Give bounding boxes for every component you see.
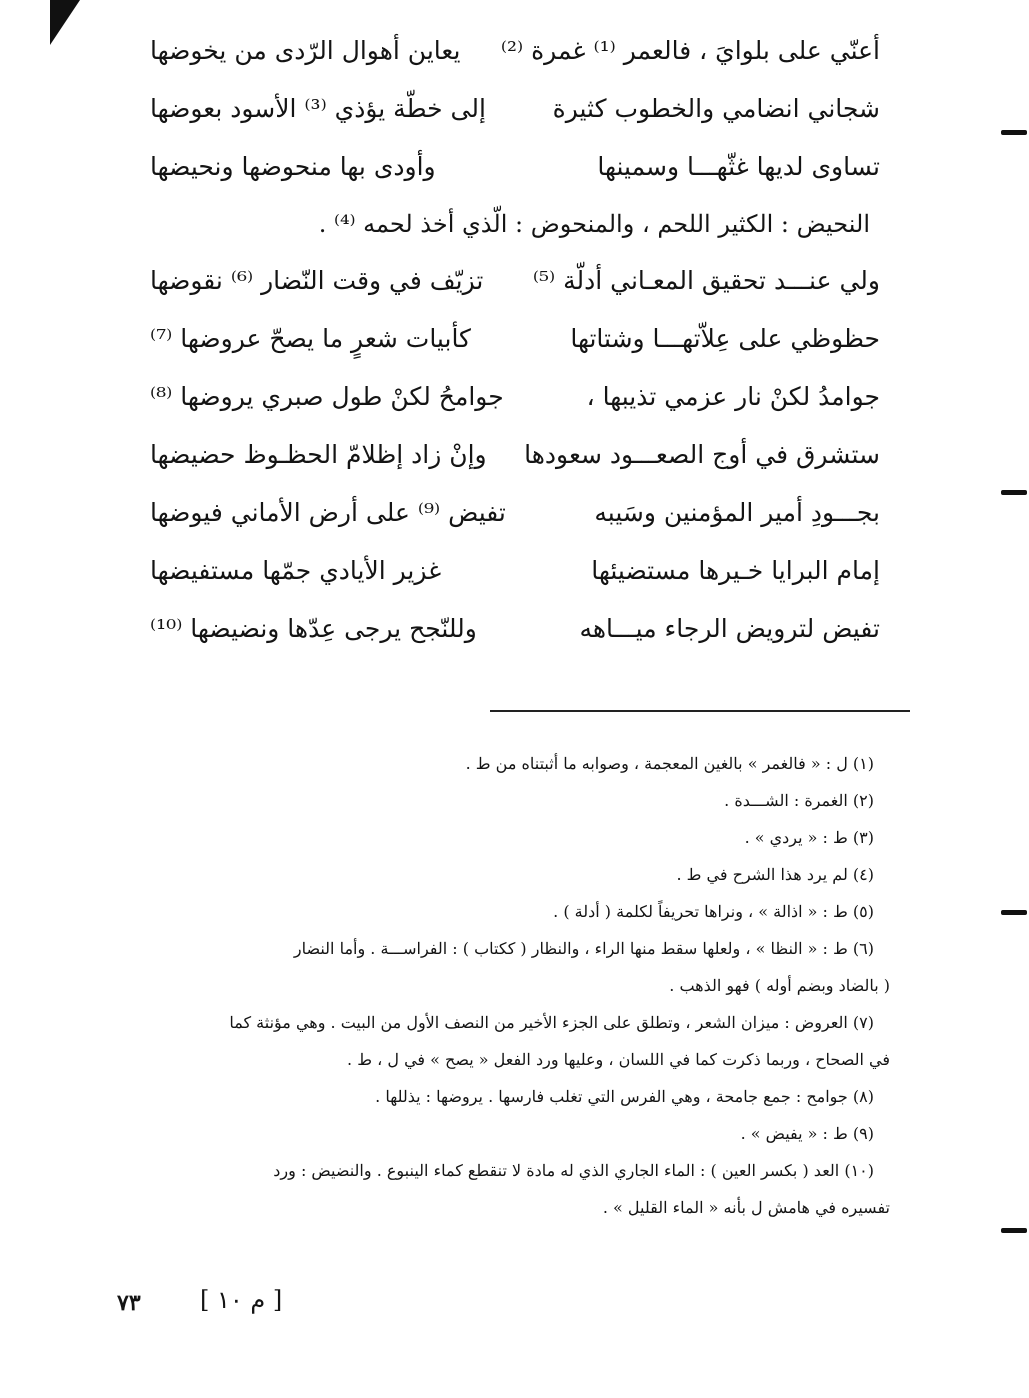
verse [150, 310, 880, 368]
verse-second-hemistich: يعاين أهوال الرّدى من يخوضها [150, 36, 461, 65]
verse-second-hemistich: وللنّجح يرجى عِدّها ونضيضها ⁽¹⁰⁾ [150, 614, 477, 643]
edge-mark [1001, 490, 1027, 495]
footnote-continuation: تفسيره في هامش ل بأنه « الماء القليل » . [602, 1198, 890, 1217]
footnote: (٥) ط : « اذالة » ، ونراها تحريفاً لكلمة ( أدلة ) . [553, 902, 874, 921]
verse-second-hemistich: وأودى بها منحوضها ونحيضها [150, 152, 436, 181]
verse-first-hemistich: ولي عنـــد تحقيق المعـاني أدلّة ⁽⁵⁾ [532, 266, 880, 295]
verse-second-hemistich: وإنْ زاد إظلامّ الحظـوظ حضيضها [150, 440, 487, 469]
verse-second-hemistich: إلى خطّة يؤذي ⁽³⁾ الأسود بعوضها [150, 94, 486, 123]
verse-second-hemistich: جوامحُ لكنْ طول صبري يروضها ⁽⁸⁾ [150, 382, 504, 411]
verse [150, 542, 880, 600]
verse-second-hemistich: تفيض ⁽⁹⁾ على أرض الأماني فيوضها [150, 498, 506, 527]
verse [150, 22, 880, 80]
verse [150, 368, 880, 426]
verse [150, 80, 880, 138]
verse-first-hemistich: شجاني انضامي والخطوب كثيرة [552, 94, 880, 123]
verse-second-hemistich: غزير الأيادي جمّها مستفيضها [150, 556, 442, 585]
verse-first-hemistich: أعنّي على بلوايَ ، فالعمر ⁽¹⁾ غمرة ⁽²⁾ [500, 36, 880, 65]
verse-first-hemistich: تساوى لديها غثّهـــا وسمينها [597, 152, 880, 181]
verse [150, 426, 880, 484]
corner-mark [50, 0, 80, 45]
verse [150, 484, 880, 542]
verse-first-hemistich: جوامدُ لكنْ نار عزمي تذيبها ، [586, 382, 880, 411]
footnote-continuation: في الصحاح ، وربما ذكرت كما في اللسان ، وعليها ورد الفعل « يصح » في ل ، ط . [347, 1050, 890, 1069]
footnote-separator [490, 710, 910, 712]
footnotes [110, 745, 890, 1226]
edge-mark [1001, 910, 1027, 915]
verse [150, 252, 880, 310]
footnote: (٩) ط : « يفيض » . [740, 1124, 874, 1143]
footnote: (٢) الغمرة : الشـــدة . [724, 791, 874, 810]
footnote: (١) ل : « فالغمر » بالغين المعجمة ، وصوابه ما أثبتناه من ط . [465, 754, 874, 773]
footnote: (٧) العروض : ميزان الشعر ، وتطلق على الجزء الأخير من النصف الأول من البيت . وهي مؤنثة كما [229, 1013, 874, 1032]
page-number: ٧٣ [117, 1290, 141, 1316]
poem [150, 22, 880, 658]
edge-mark [1001, 130, 1027, 135]
verse-second-hemistich: كأبيات شعرٍ ما يصحّ عروضها ⁽⁷⁾ [150, 324, 471, 353]
edge-mark [1001, 1228, 1027, 1233]
footnote-continuation: ( بالضاد وبضم أوله ) فهو الذهب . [669, 976, 890, 995]
footnote: (٤) لم يرد هذا الشرح في ط . [676, 865, 874, 884]
verse-first-hemistich: بجـــودِ أمير المؤمنين وسَيبه [594, 498, 880, 527]
verse-first-hemistich: تفيض لترويض الرجاء ميـــاهه [579, 614, 880, 643]
verse [150, 138, 880, 196]
gloss-line: النحيض : الكثير اللحم ، والمنحوض : الّذي أخذ لحمه ⁽⁴⁾ . [318, 210, 870, 238]
footnote: (٨) جوامح : جمع جامحة ، وهي الفرس التي تغلب فارسها . يروضها : يذللها . [375, 1087, 874, 1106]
verse-first-hemistich: إمام البرايا خـيرها مستضيئها [591, 556, 880, 585]
verse-first-hemistich: حظوظي على عِلاّتهـــا وشتاتها [570, 324, 880, 353]
footnote: (١٠) العد ( بكسر العين ) : الماء الجاري الذي له مادة لا تنقطع كماء الينبوع . والنضيض : ورد [273, 1161, 874, 1180]
verse [150, 600, 880, 658]
footnote: (٦) ط : « النظا » ، ولعلها سقط منها الراء ، والنظار ( ككتاب ) : الفراســـة . وأما النضار [293, 939, 874, 958]
verse-first-hemistich: ستشرق في أوج الصعـــود سعودها [524, 440, 880, 469]
signature-mark: [ م ١٠ ] [200, 1286, 283, 1314]
footnote: (٣) ط : « يردي » . [744, 828, 874, 847]
verse-second-hemistich: تزيّف في وقت النّضار ⁽⁶⁾ نقوضها [150, 266, 484, 295]
